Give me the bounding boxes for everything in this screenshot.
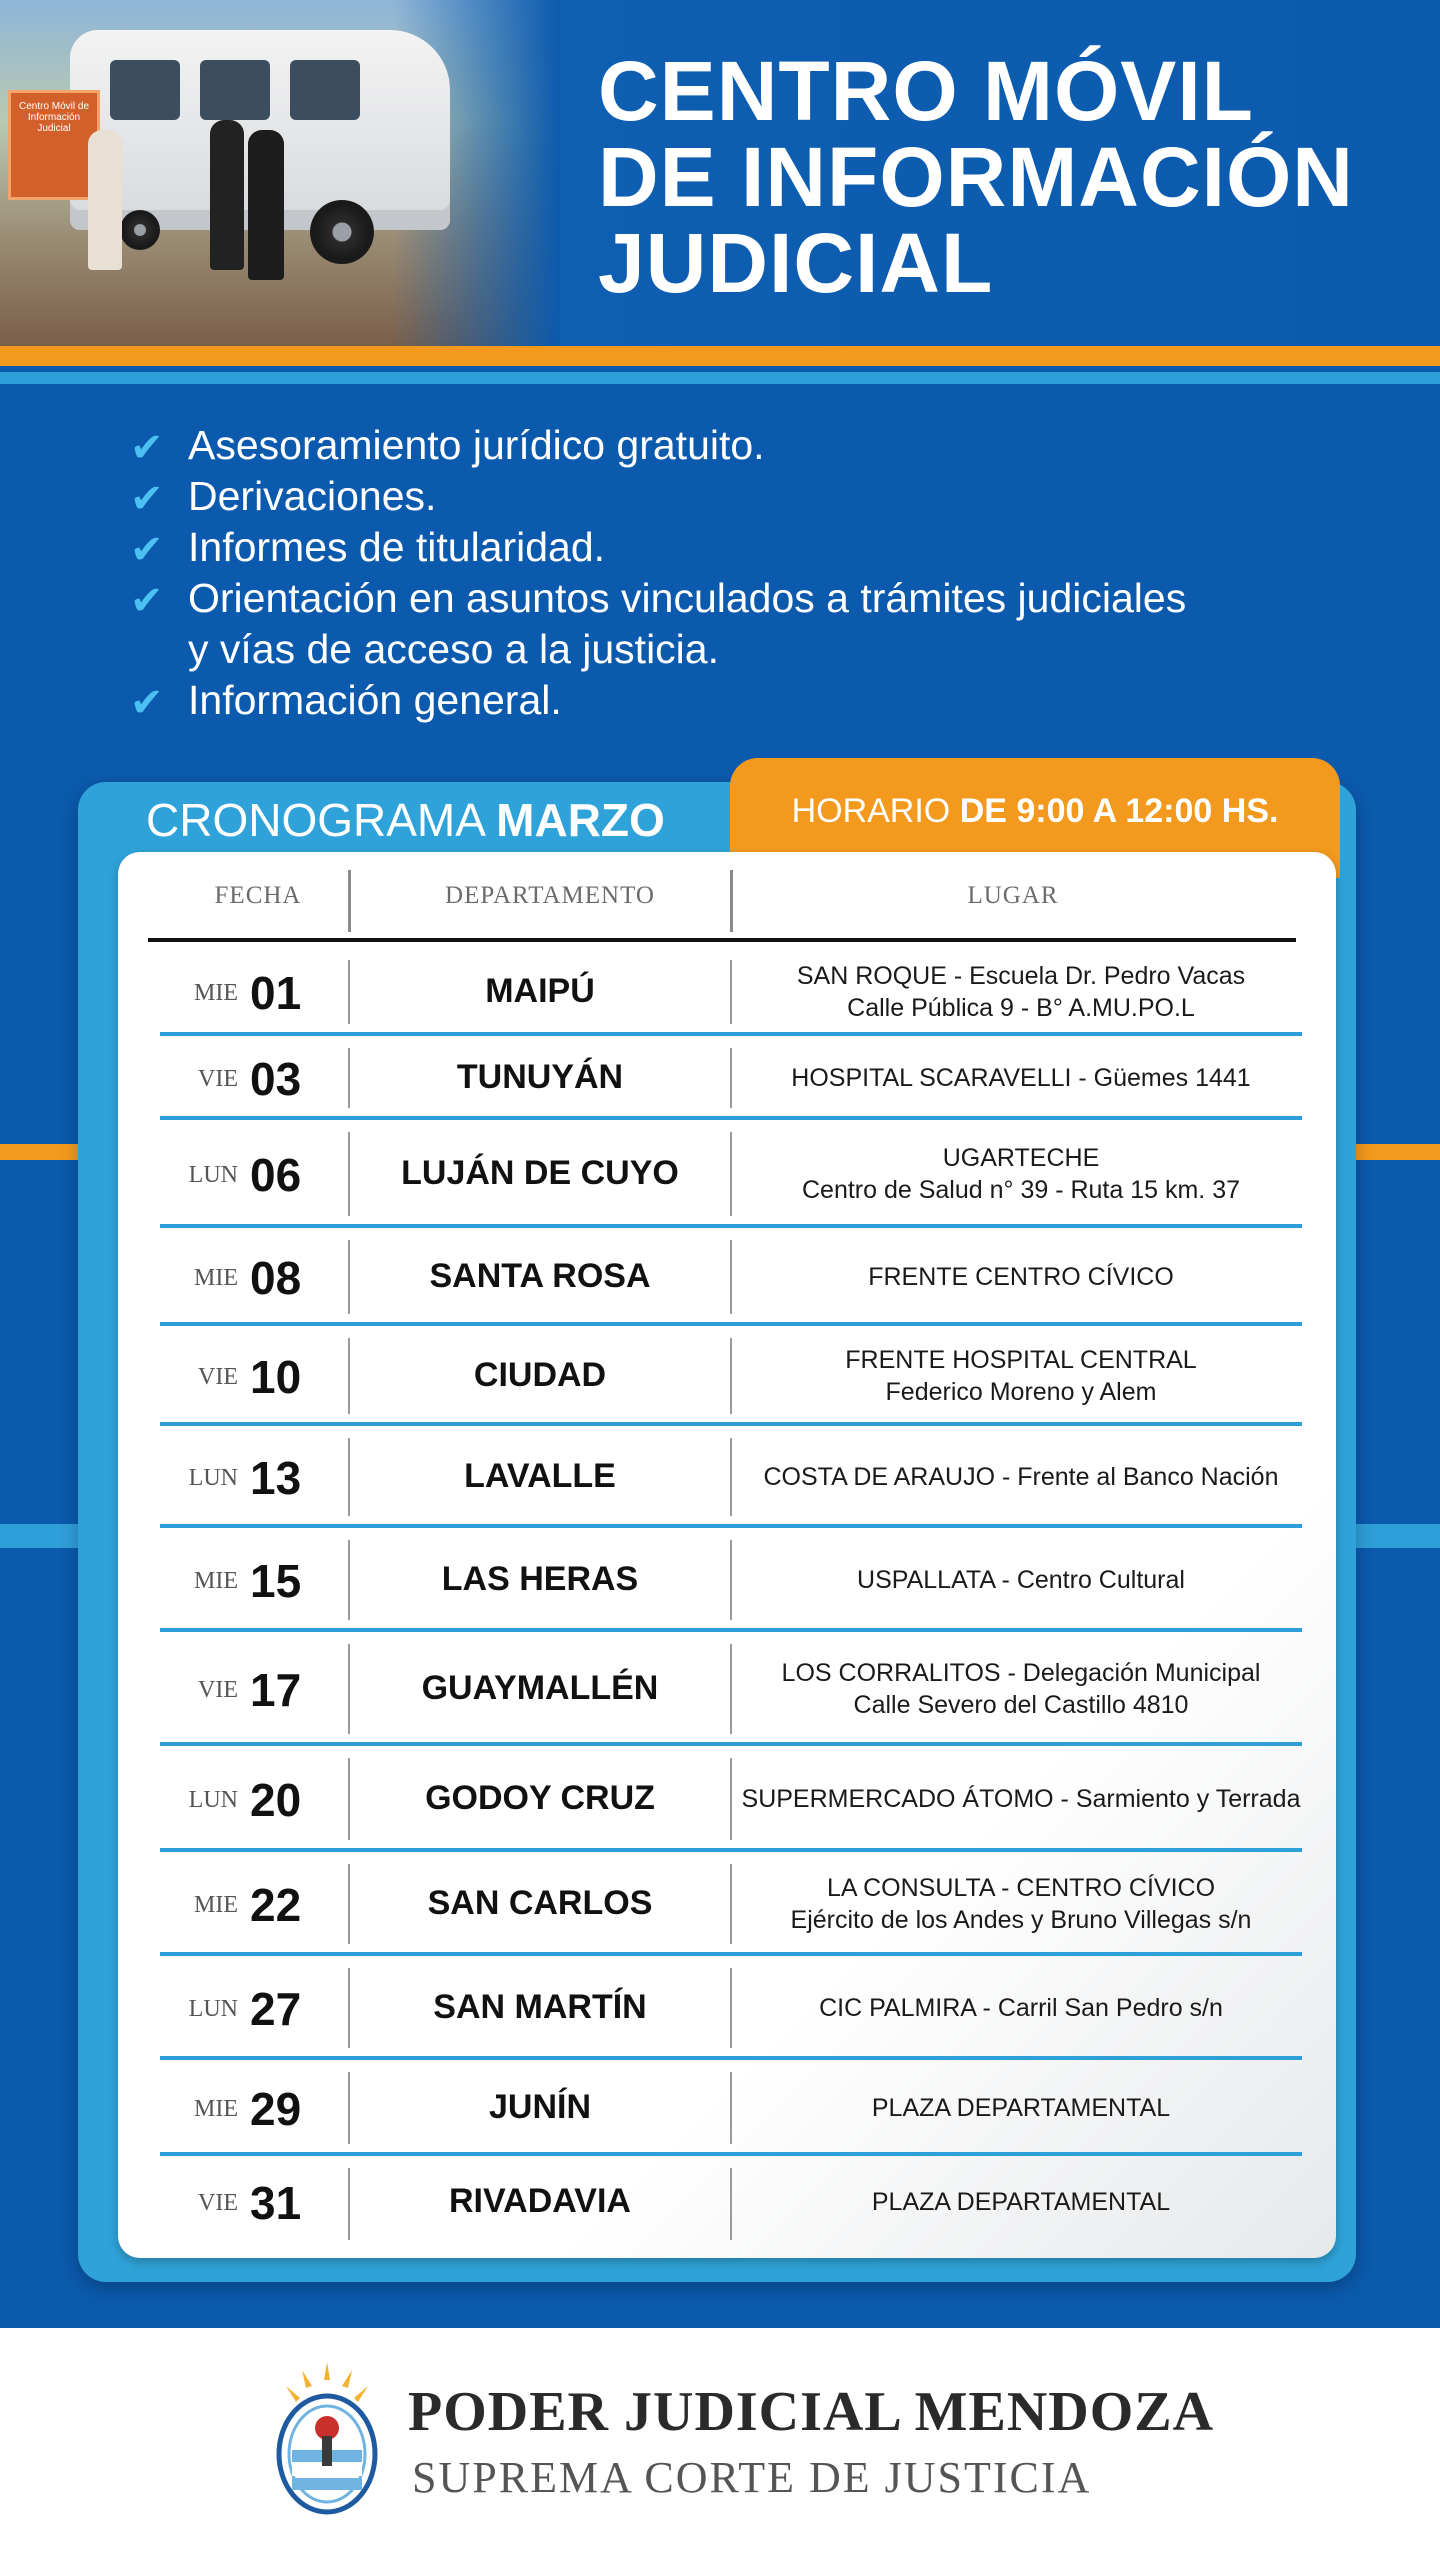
service-item (130, 573, 1330, 675)
schedule-title-prefix: CRONOGRAMA (146, 794, 484, 846)
row-day-number: 20 (250, 1774, 302, 1826)
row-place (726, 960, 1316, 1024)
person (248, 130, 284, 280)
check-icon: ✔ (130, 426, 164, 470)
row-place-line2: Ejército de los Andes y Bruno Villegas s/n (790, 1906, 1252, 1934)
row-weekday: MIE (194, 980, 238, 1006)
row-place-line2: Centro de Salud n° 39 - Ruta 15 km. 37 (801, 1176, 1241, 1204)
row-place (726, 1872, 1316, 1936)
service-text: Información general. (188, 677, 562, 723)
footer (0, 2328, 1440, 2560)
row-day-number: 29 (250, 2083, 302, 2135)
column-header-department: DEPARTAMENTO (445, 882, 655, 909)
check-icon: ✔ (130, 528, 164, 572)
photo-banner: Centro Móvil de Información Judicial (8, 90, 100, 200)
hours-prefix: HORARIO (791, 792, 951, 830)
row-place-line1: FRENTE CENTRO CÍVICO (868, 1263, 1174, 1291)
row-place (726, 1142, 1316, 1206)
row-day-number: 13 (250, 1452, 302, 1504)
side-band (0, 1144, 90, 1160)
person (210, 120, 244, 270)
table-row (160, 2064, 1302, 2156)
row-weekday: LUN (188, 1465, 238, 1491)
row-place (726, 1461, 1316, 1493)
van-window (200, 60, 270, 120)
row-department: SAN CARLOS (427, 1884, 653, 1922)
row-department: GODOY CRUZ (425, 1779, 655, 1817)
row-weekday: LUN (188, 1996, 238, 2022)
service-text: Orientación en asuntos vinculados a trámites judiciales (188, 575, 1187, 621)
row-place (726, 1992, 1316, 2024)
row-weekday: VIE (198, 2190, 238, 2216)
row-weekday: MIE (194, 1265, 238, 1291)
row-day-number: 31 (250, 2177, 302, 2229)
side-band (1350, 1144, 1440, 1160)
row-department: CIUDAD (473, 1356, 607, 1394)
row-weekday: MIE (194, 1892, 238, 1918)
row-department: SANTA ROSA (429, 1257, 651, 1295)
service-item (130, 522, 1330, 573)
orange-stripe (0, 346, 1440, 366)
check-icon: ✔ (130, 681, 164, 725)
row-place (726, 1783, 1316, 1815)
title-line: DE INFORMACIÓN (598, 130, 1354, 224)
row-place-line1: FRENTE HOSPITAL CENTRAL (845, 1346, 1197, 1374)
row-day-number: 03 (250, 1053, 302, 1105)
table-row (160, 1856, 1302, 1956)
column-divider (348, 870, 351, 932)
page-title (598, 44, 1398, 310)
row-day-number: 06 (250, 1149, 302, 1201)
row-weekday: VIE (198, 1677, 238, 1703)
service-text: y vías de acceso a la justicia. (188, 626, 719, 672)
row-place-line1: HOSPITAL SCARAVELLI - Güemes 1441 (791, 1064, 1251, 1092)
row-place-line1: SAN ROQUE - Escuela Dr. Pedro Vacas (796, 962, 1246, 990)
seal-icon (272, 2358, 382, 2518)
table-header (148, 870, 1296, 942)
row-day-number: 17 (250, 1664, 302, 1716)
row-place (726, 1564, 1316, 1596)
schedule-title (146, 790, 665, 850)
table-row (160, 1960, 1302, 2060)
service-text: Derivaciones. (188, 473, 437, 519)
row-department: TUNUYÁN (456, 1058, 624, 1096)
blue-stripe (0, 372, 1440, 384)
row-place (726, 1261, 1316, 1293)
row-place (726, 1344, 1316, 1408)
van-window (290, 60, 360, 120)
row-department: LUJÁN DE CUYO (401, 1154, 679, 1192)
row-day-number: 01 (250, 967, 302, 1019)
row-day-number: 27 (250, 1983, 302, 2035)
side-band (0, 1524, 90, 1548)
row-department: LAVALLE (464, 1457, 616, 1495)
table-row (160, 952, 1302, 1036)
table-row (160, 1040, 1302, 1120)
row-place-line1: PLAZA DEPARTAMENTAL (871, 2188, 1171, 2216)
row-place-line1: USPALLATA - Centro Cultural (857, 1566, 1185, 1594)
row-department: JUNÍN (488, 2088, 592, 2126)
service-text: Informes de titularidad. (188, 524, 606, 570)
row-place-line2: Federico Moreno y Alem (885, 1378, 1157, 1406)
row-weekday: VIE (198, 1066, 238, 1092)
column-divider (730, 870, 733, 932)
row-department: RIVADAVIA (449, 2182, 631, 2220)
services-list (130, 420, 1330, 726)
footer-org: PODER JUDICIAL MENDOZA (408, 2381, 1215, 2443)
table-row (160, 1232, 1302, 1326)
table-row (160, 1430, 1302, 1528)
row-weekday: MIE (194, 2096, 238, 2122)
row-place-line1: CIC PALMIRA - Carril San Pedro s/n (819, 1994, 1223, 2022)
row-weekday: MIE (194, 1568, 238, 1594)
row-weekday: VIE (198, 1364, 238, 1390)
column-header-date: FECHA (214, 882, 302, 909)
row-department: SAN MARTÍN (433, 1988, 647, 2026)
service-item (130, 471, 1330, 522)
row-place-line1: LOS CORRALITOS - Delegación Municipal (781, 1659, 1261, 1687)
title-line: CENTRO MÓVIL (598, 44, 1254, 138)
table-row (160, 1330, 1302, 1426)
van-window (110, 60, 180, 120)
row-place-line1: SUPERMERCADO ÁTOMO - Sarmiento y Terrada (741, 1785, 1301, 1813)
title-line: JUDICIAL (598, 216, 994, 310)
header-photo (0, 0, 560, 346)
row-day-number: 15 (250, 1555, 302, 1607)
van-wheel (310, 200, 374, 264)
side-band (1350, 1524, 1440, 1548)
hours-value: DE 9:00 A 12:00 HS. (959, 792, 1279, 830)
row-department: LAS HERAS (441, 1560, 639, 1598)
row-place (726, 2186, 1316, 2218)
row-day-number: 10 (250, 1351, 302, 1403)
schedule-hours (730, 784, 1340, 838)
footer-sub: SUPREMA CORTE DE JUSTICIA (412, 2453, 1092, 2502)
row-place (726, 1657, 1316, 1721)
table-row (160, 1636, 1302, 1746)
column-header-place: LUGAR (967, 882, 1059, 909)
row-place-line1: PLAZA DEPARTAMENTAL (871, 2094, 1171, 2122)
row-place-line2: Calle Severo del Castillo 4810 (853, 1691, 1189, 1719)
row-place (726, 1062, 1316, 1094)
row-place (726, 2092, 1316, 2124)
van-wheel (120, 210, 160, 250)
table-row (160, 1750, 1302, 1852)
person (88, 130, 122, 270)
row-place-line2: Calle Pública 9 - B° A.MU.PO.L (847, 994, 1195, 1022)
row-place-line1: LA CONSULTA - CENTRO CÍVICO (826, 1874, 1216, 1902)
row-place-line1: UGARTECHE (942, 1144, 1100, 1172)
service-item (130, 420, 1330, 471)
header (0, 0, 1440, 346)
table-row (160, 1124, 1302, 1228)
row-department: MAIPÚ (485, 972, 595, 1010)
table-row (160, 1532, 1302, 1632)
row-weekday: LUN (188, 1787, 238, 1813)
row-weekday: LUN (188, 1162, 238, 1188)
table-row (160, 2160, 1302, 2248)
row-day-number: 22 (250, 1879, 302, 1931)
row-place-line1: COSTA DE ARAUJO - Frente al Banco Nación (763, 1463, 1279, 1491)
service-item (130, 675, 1330, 726)
row-day-number: 08 (250, 1252, 302, 1304)
schedule-title-month: MARZO (496, 794, 665, 846)
row-department: GUAYMALLÉN (421, 1669, 659, 1707)
check-icon: ✔ (130, 477, 164, 521)
service-text: Asesoramiento jurídico gratuito. (188, 422, 765, 468)
check-icon: ✔ (130, 579, 164, 623)
